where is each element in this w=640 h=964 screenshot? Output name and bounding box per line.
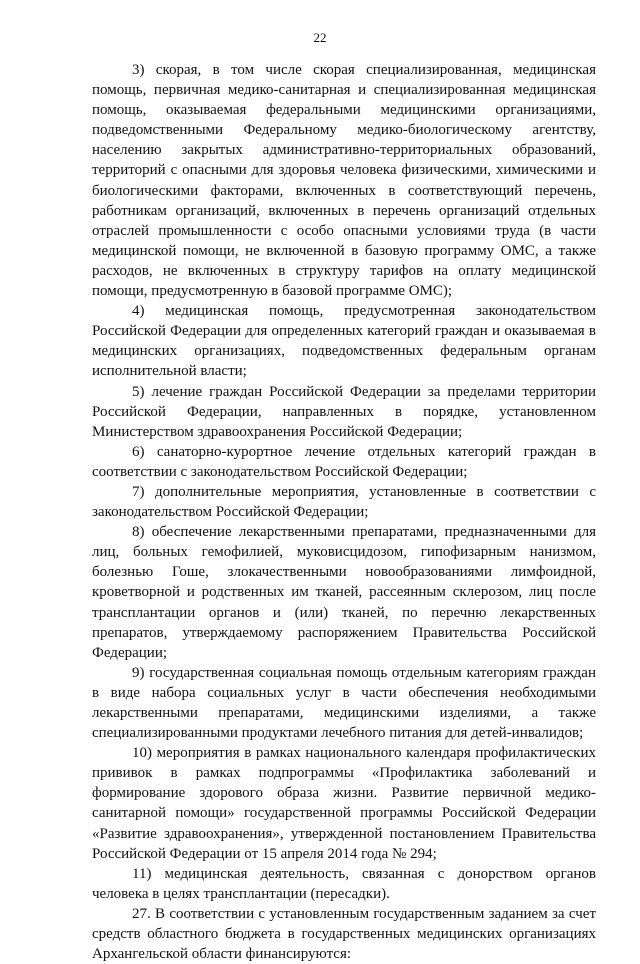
- paragraph-item-3: 3) скорая, в том числе скорая специализированная, медицинская помощь, первичная медико-санитарная и специализированная медицинская помощь, оказываемая федеральными медицинскими организациями, подведомственными Федеральному медико-биологическому агентству, населению закрытых административно-территориальных образований, территорий с опасными для здоровья человека физическими, химическими и биологическими факторами, включенных в соответствующий перечень, работникам организаций, включенных в перечень организаций отдельных отраслей промышленности с особо опасными условиями труда (в части медицинской помощи, не включенной в базовую программу ОМС, а также расходов, не включенных в структуру тарифов на оплату медицинской помощи, предусмотренную в базовой программе ОМС);: [92, 62, 596, 300]
- paragraph-item-6: 6) санаторно-курортное лечение отдельных категорий граждан в соответствии с законодательством Российской Федерации;: [92, 443, 596, 480]
- paragraph-item-8: 8) обеспечение лекарственными препаратами, предназначенными для лиц, больных гемофилией, муковисцидозом, гипофизарным нанизмом, болезнью Гоше, злокачественными новообразованиями лимфоидной, кроветворной и родственных им тканей, рассеянным склерозом, лиц после трансплантации органов и (или) тканей, по перечню лекарственных препаратов, утверждаемому распоряжением Правительства Российской Федерации;: [92, 524, 596, 661]
- paragraph-item-4: 4) медицинская помощь, предусмотренная законодательством Российской Федерации для определенных категорий граждан и оказываемая в медицинских организациях, подведомственных федеральным органам исполнительной власти;: [92, 303, 596, 380]
- paragraph-item-5: 5) лечение граждан Российской Федерации за пределами территории Российской Федерации, направленных в порядке, установленном Министерством здравоохранения Российской Федерации;: [92, 383, 596, 440]
- paragraph-item-9: 9) государственная социальная помощь отдельным категориям граждан в виде набора социальных услуг в части обеспечения необходимыми лекарственными препаратами, медицинскими изделиями, а также специализированными продуктами лечебного питания для детей-инвалидов;: [92, 664, 596, 742]
- paragraph-item-11: 11) медицинская деятельность, связанная с донорством органов человека в целях трансплантации (пересадки).: [92, 865, 596, 902]
- paragraph-clause-27: 27. В соответствии с установленным государственным заданием за счет средств областного бюджета в государственных медицинских организациях Архангельской области финансируются:: [92, 905, 596, 963]
- document-body: [92, 60, 596, 964]
- page-number: 22: [313, 30, 327, 45]
- paragraph-item-7: 7) дополнительные мероприятия, установленные в соответствии с законодательством Российской Федерации;: [92, 483, 596, 521]
- paragraph-item-10: 10) мероприятия в рамках национального календаря профилактических прививок в рамках подпрограммы «Профилактика заболеваний и формирование здорового образа жизни. Развитие первичной медико-санитарной помощи» государственной программы Российской Федерации «Развитие здравоохранения», утвержденной постановлением Правительства Российской Федерации от 15 апреля 2014 года № 294;: [92, 745, 596, 862]
